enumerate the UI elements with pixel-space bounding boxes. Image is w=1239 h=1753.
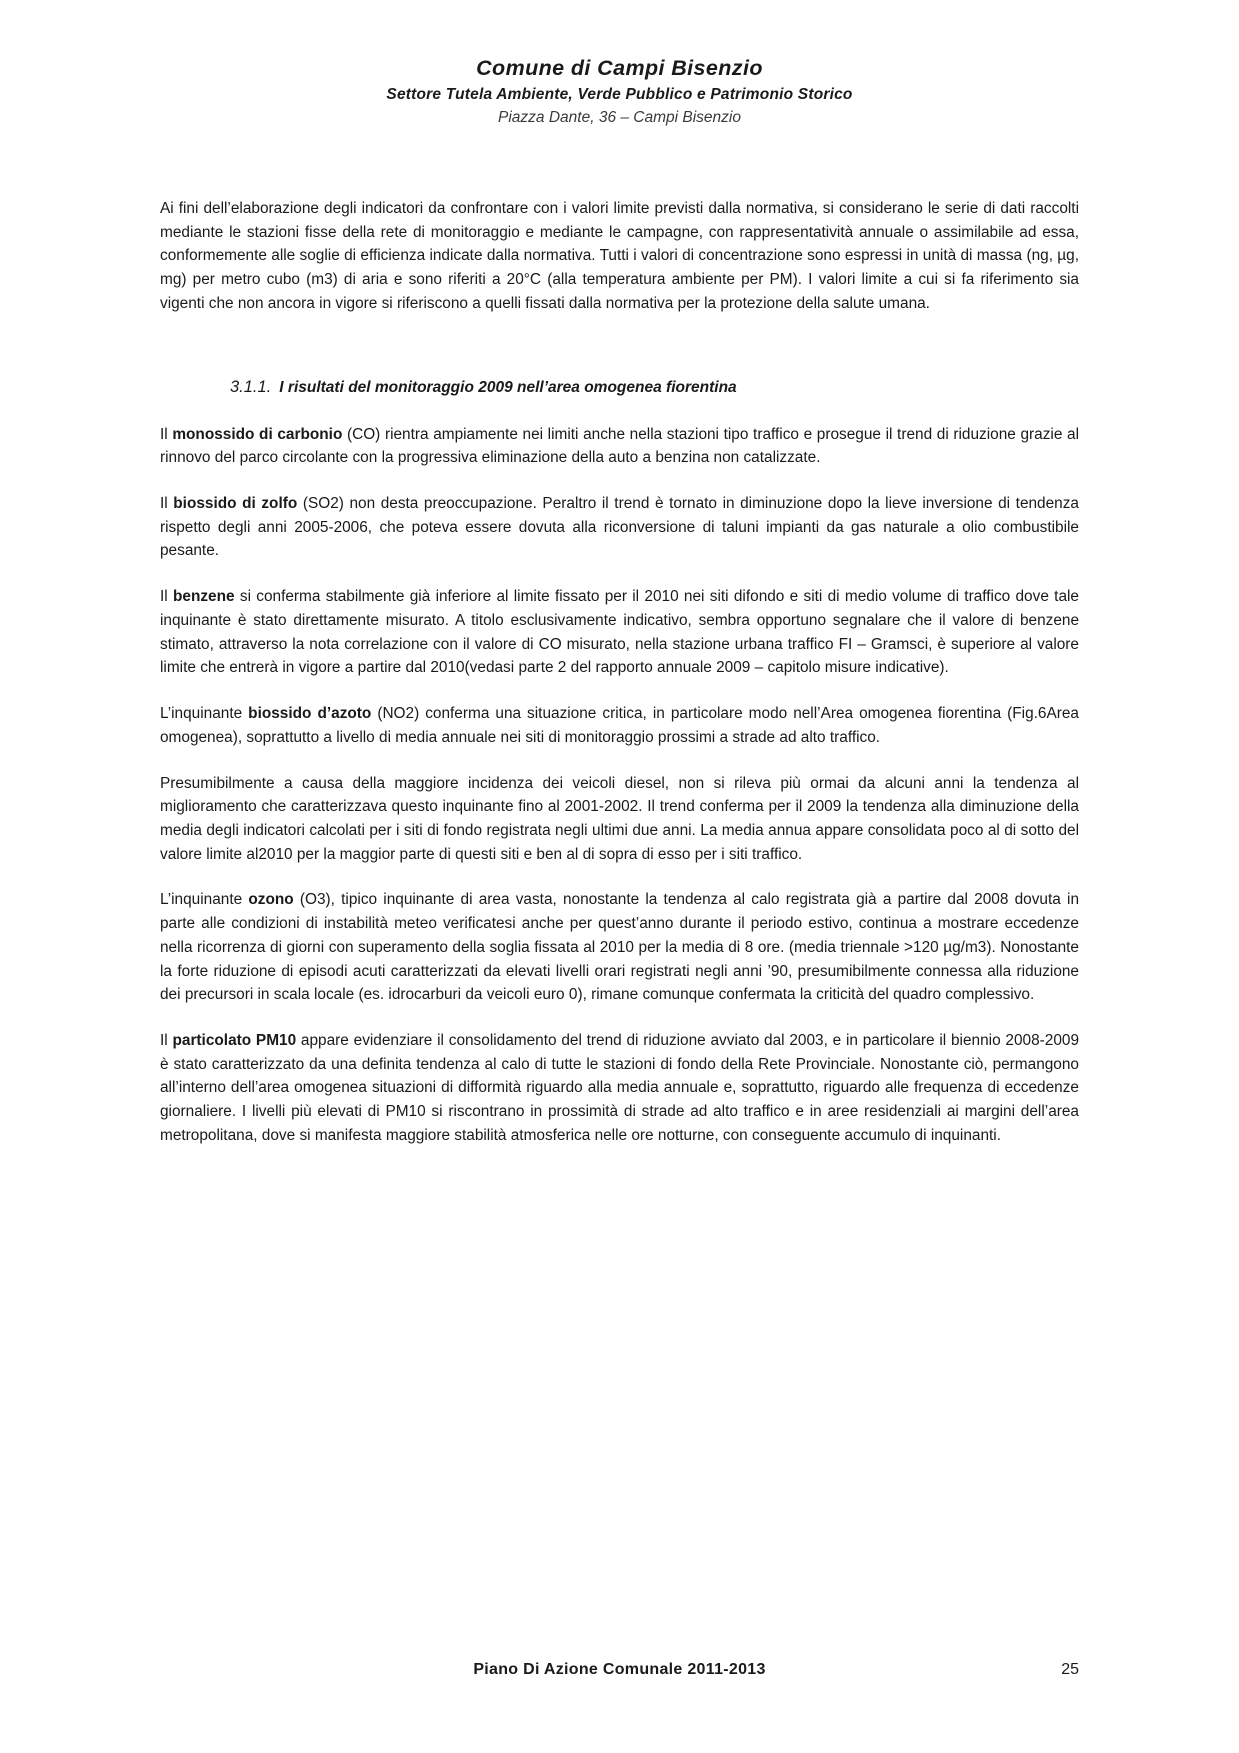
document-footer: [160, 1661, 1079, 1685]
intro-paragraph: Ai fini dell’elaborazione degli indicatori da confrontare con i valori limite previsti dalla normativa, si considerano le serie di dati raccolti mediante le stazioni fisse della rete di monitoraggio e mediante le campagne, con rappresentatività annuale o assimilabile ad essa, conformemente alle soglie di efficienza indicate dalla normativa. Tutti i valori di concentrazione sono espressi in unità di massa (ng, µg, mg) per metro cubo (m3) di aria e sono riferiti a 20°C (alla temperatura ambiente per PM). I valori limite a cui si fa riferimento sia vigenti che non ancora in vigore si riferiscono a quelli fissati dalla normativa per la protezione della salute umana.: [160, 200, 1079, 312]
paragraph-particolato-pm10: [160, 1029, 1079, 1148]
paragraph-lead-plain: L’inquinante: [160, 891, 249, 909]
header-organization: Comune di Campi Bisenzio: [476, 56, 763, 80]
paragraph-body: (NO2) conferma una situazione critica, in particolare modo nell’Area omogenea fiorentina (Fig.6Area omogenea), soprattutto a livello di media annuale nei siti di monitoraggio prossimi a strade ad alto traffico.: [160, 705, 1079, 746]
header-department: Settore Tutela Ambiente, Verde Pubblico e Patrimonio Storico: [386, 86, 853, 103]
paragraph-lead-bold: monossido di carbonio: [172, 425, 343, 443]
paragraph-lead-bold: ozono: [248, 891, 294, 909]
paragraph-lead-bold: particolato PM10: [172, 1031, 297, 1049]
paragraph-body: (SO2) non desta preoccupazione. Peraltro il trend è tornato in diminuzione dopo la lieve inversione di tendenza rispetto degli anni 2005-2006, che poteva essere dovuta alla riconversione di taluni impianti da gas naturale a olio combustibile pesante.: [160, 495, 1079, 560]
paragraph-body: (CO) rientra ampiamente nei limiti anche nella stazioni tipo traffico e prosegue il trend di riduzione grazie al rinnovo del parco circolante con la progressiva eliminazione della auto a benzina non catalizzate.: [160, 425, 1079, 467]
paragraph-lead-plain: L’inquinante: [160, 705, 249, 723]
paragraph-veicoli-diesel: Presumibilmente a causa della maggiore incidenza dei veicoli diesel, non si rileva più ormai da alcuni anni la tendenza al miglioramento che caratterizzava questo inquinante fino al 2001-2002. Il trend conferma per il 2009 la tendenza alla diminuzione della media degli indicatori calcolati per i siti di fondo registrata negli ultimi due anni. La media annua appare consolidata poco al di sotto del valore limite al2010 per la maggior parte di questi siti e ben al di sopra di esso per i siti traffico.: [160, 774, 1079, 863]
footer-title: Piano Di Azione Comunale 2011-2013: [473, 1661, 766, 1678]
paragraph-lead-plain: Il: [160, 425, 173, 443]
paragraph-biossido-zolfo: [160, 492, 1079, 563]
header-address: Piazza Dante, 36 – Campi Bisenzio: [498, 109, 741, 126]
paragraph-body: appare evidenziare il consolidamento del trend di riduzione avviato dal 2003, e in particolare il biennio 2008-2009 è stato caratterizzato da una definita tendenza al calo di tutte le stazioni di fondo della Rete Provinciale. Nonostante ciò, permangono all’interno dell’area omogenea situazioni di difformità riguardo alla media annuale e, soprattutto, riguardo alle frequenza di eccedenze giornaliere. I livelli più elevati di PM10 si riscontrano in prossimità di strade ad alto traffico e in aree residenziali ai margini dell’area metropolitana, dove si manifesta maggiore stabilità atmosferica nelle ore notturne, con conseguente accumulo di inquinanti.: [160, 1031, 1080, 1144]
paragraph-ozono: [160, 888, 1079, 1007]
paragraph-monossido-carbonio: [160, 423, 1079, 470]
paragraph-benzene: [160, 585, 1079, 680]
paragraph-lead-plain: Il: [160, 495, 174, 513]
paragraph-lead-bold: biossido di zolfo: [173, 495, 298, 513]
paragraph-lead-plain: Il: [160, 588, 173, 606]
paragraph-body: si conferma stabilmente già inferiore al limite fissato per il 2010 nei siti difondo e siti di medio volume di traffico dove tale inquinante è stato direttamente misurato. A titolo esclusivamente indicativo, sembra opportuno segnalare che il valore di benzene stimato, attraverso la nota correlazione con il valore di CO misurato, nella stazione urbana traffico FI – Gramsci, è superiore al valore limite che entrerà in vigore a partire dal 2010(vedasi parte 2 del rapporto annuale 2009 – capitolo misure indicative).: [160, 588, 1079, 677]
section-heading: [230, 378, 1079, 397]
page-number: 25: [1061, 1661, 1079, 1678]
paragraph-lead-bold: biossido d’azoto: [248, 705, 372, 723]
paragraph-lead-bold: benzene: [173, 588, 235, 606]
section-number: 3.1.1.: [230, 377, 272, 396]
section-title: I risultati del monitoraggio 2009 nell’area omogenea fiorentina: [279, 378, 737, 396]
paragraph-lead-plain: Il: [160, 1031, 173, 1049]
document-header: [160, 56, 1079, 127]
paragraph-biossido-azoto: [160, 702, 1079, 749]
paragraph-body: (O3), tipico inquinante di area vasta, nonostante la tendenza al calo registrata già a partire dal 2008 dovuta in parte alle condizioni di instabilità meteo verificatesi anche per quest’anno durante il periodo estivo, continua a mostrare eccedenze nella ricorrenza di giorni con superamento della soglia fissata al 2010 per la media di 8 ore. (media triennale >120 µg/m3). Nonostante la forte riduzione di episodi acuti caratterizzati da elevati livelli orari registrati negli anni ’90, presumibilmente connessa alla riduzione dei precursori in scala locale (es. idrocarburi da veicoli euro 0), rimane comunque confermata la criticità del quadro complessivo.: [160, 891, 1079, 1004]
